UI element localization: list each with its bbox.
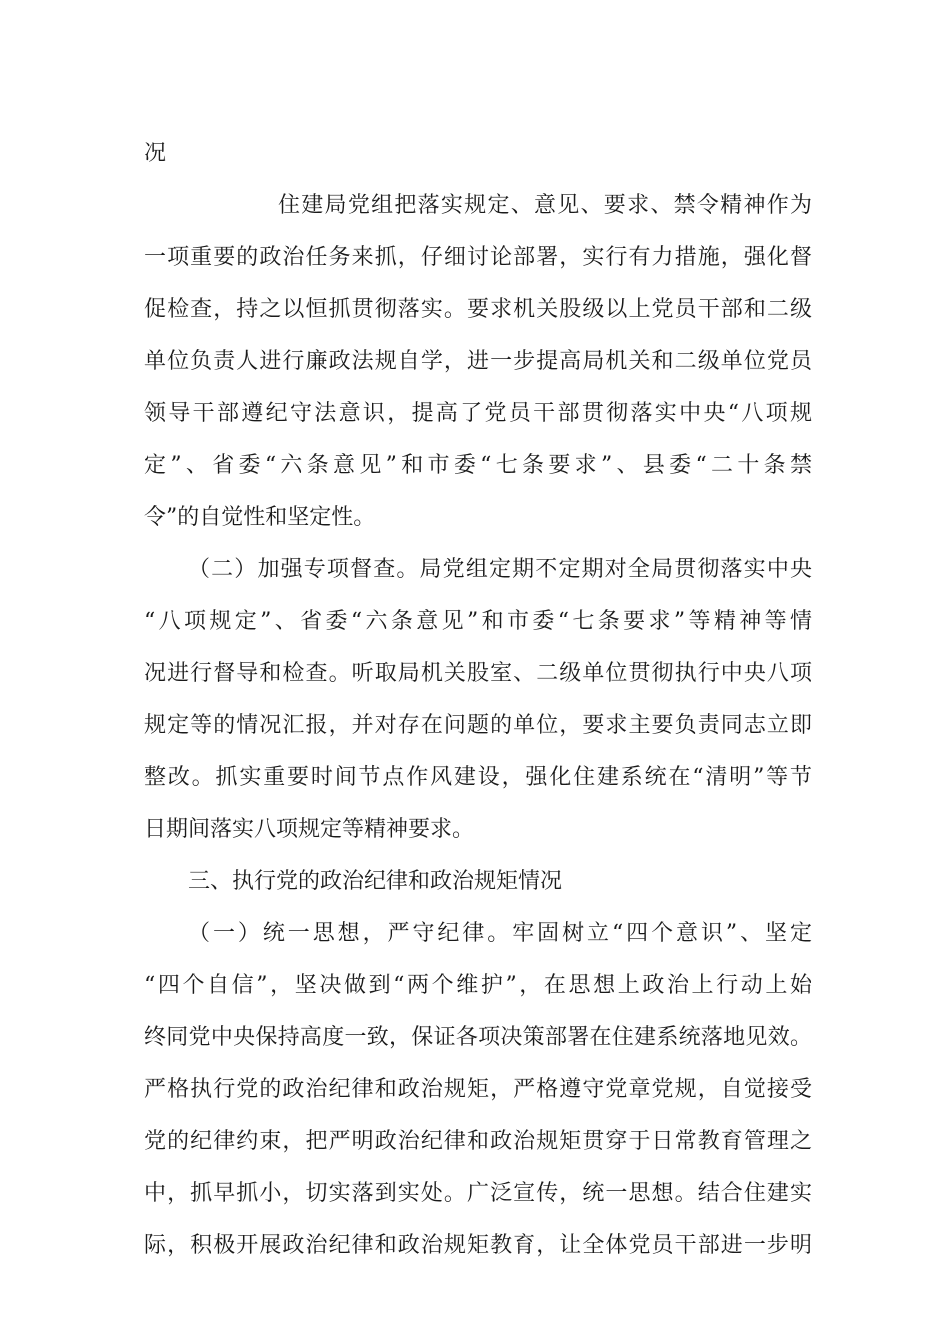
- text-line: 住建局党组把落实规定、意见、要求、禁令精神作为: [278, 193, 812, 218]
- text-line: 整改。抓实重要时间节点作风建设，强化住建系统在“清明”等节: [144, 765, 812, 790]
- text-line: 严格执行党的政治纪律和政治规矩，严格遵守党章党规，自觉接受: [144, 1077, 812, 1102]
- text-line: 单位负责人进行廉政法规自学，进一步提高局机关和二级单位党员: [144, 349, 812, 374]
- text-line: 规定等的情况汇报，并对存在问题的单位，要求主要负责同志立即: [144, 713, 812, 738]
- paragraph-special-inspection: [144, 544, 812, 856]
- text-line: （二）加强专项督查。局党组定期不定期对全局贯彻落实中央: [188, 557, 812, 582]
- text-line: 终同党中央保持高度一致，保证各项决策部署在住建系统落地见效。: [144, 1025, 812, 1050]
- heading-line: 三、执行党的政治纪律和政治规矩情况: [188, 869, 563, 894]
- text-line: （一）统一思想，严守纪律。牢固树立“四个意识”、坚定: [188, 921, 812, 946]
- text-line: 令”的自觉性和坚定性。: [144, 505, 376, 530]
- document-page: [144, 128, 812, 1272]
- paragraph-implementation: [144, 180, 812, 544]
- text-line: 况: [144, 141, 167, 166]
- text-line: 一项重要的政治任务来抓，仔细讨论部署，实行有力措施，强化督: [144, 245, 812, 270]
- text-line: “四个自信”，坚决做到“两个维护”，在思想上政治上行动上始: [144, 973, 812, 998]
- paragraph-continuation: [144, 128, 812, 180]
- text-line: 日期间落实八项规定等精神要求。: [144, 817, 475, 842]
- text-line: 领导干部遵纪守法意识，提高了党员干部贯彻落实中央“八项规: [144, 401, 812, 426]
- text-line: 党的纪律约束，把严明政治纪律和政治规矩贯穿于日常教育管理之: [144, 1129, 812, 1154]
- text-line: 况进行督导和检查。听取局机关股室、二级单位贯彻执行中央八项: [144, 661, 812, 686]
- text-line: 定”、省委“六条意见”和市委“七条要求”、县委“二十条禁: [144, 453, 812, 478]
- text-line: 际，积极开展政治纪律和政治规矩教育，让全体党员干部进一步明: [144, 1233, 812, 1258]
- paragraph-unified-thinking: [144, 908, 812, 1272]
- text-line: “八项规定”、省委“六条意见”和市委“七条要求”等精神等情: [144, 609, 812, 634]
- text-line: 促检查，持之以恒抓贯彻落实。要求机关股级以上党员干部和二级: [144, 297, 812, 322]
- text-line: 中，抓早抓小，切实落到实处。广泛宣传，统一思想。结合住建实: [144, 1181, 812, 1206]
- section-heading: [144, 856, 812, 908]
